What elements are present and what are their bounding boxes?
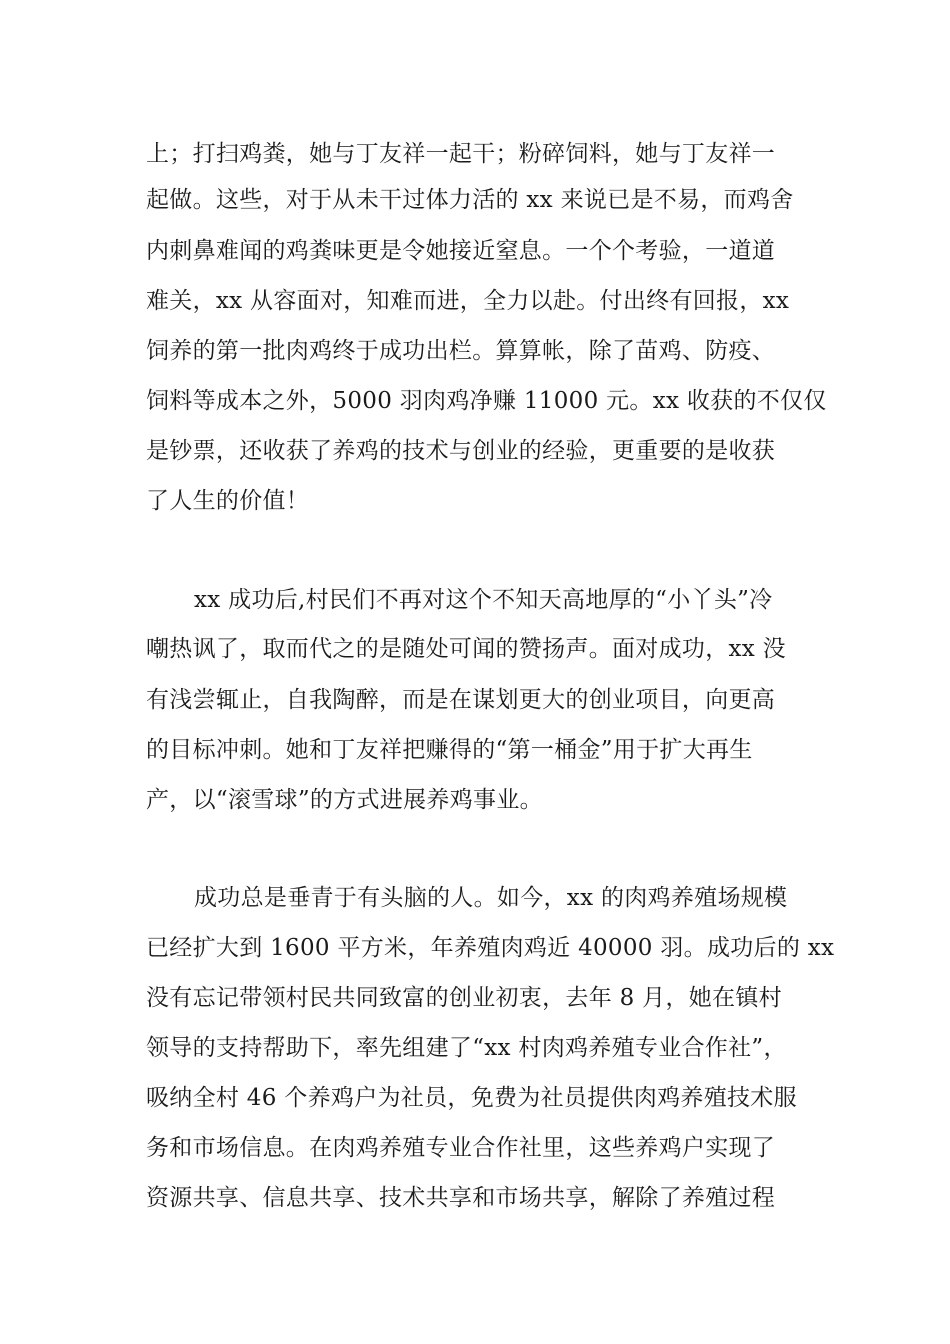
paragraph-1-line-2: 起做。这些，对于从未干过体力活的 xx 来说已是不易，而鸡舍 [146,187,794,213]
paragraph-3-line-3: 没有忘记带领村民共同致富的创业初衷，去年 8 月，她在镇村 [146,985,782,1011]
paragraph-1-line-4: 难关，xx 从容面对，知难而进，全力以赴。付出终有回报，xx [146,288,790,314]
paragraph-1-line-5: 饲养的第一批肉鸡终于成功出栏。算算帐，除了苗鸡、防疫、 [146,338,776,364]
paragraph-2-line-2: 嘲热讽了，取而代之的是随处可闻的赞扬声。面对成功，xx 没 [146,636,786,662]
paragraph-2-line-5: 产，以“滚雪球”的方式进展养鸡事业。 [146,787,543,813]
paragraph-3-line-5: 吸纳全村 46 个养鸡户为社员，免费为社员提供肉鸡养殖技术服 [146,1085,797,1111]
paragraph-1-line-8: 了人生的价值！ [146,488,310,514]
paragraph-3-line-7: 资源共享、信息共享、技术共享和市场共享，解除了养殖过程 [146,1185,776,1211]
paragraph-3-line-6: 务和市场信息。在肉鸡养殖专业合作社里，这些养鸡户实现了 [146,1135,776,1161]
paragraph-1-line-7: 是钞票，还收获了养鸡的技术与创业的经验，更重要的是收获 [146,438,776,464]
paragraph-1-line-6: 饲料等成本之外，5000 羽肉鸡净赚 11000 元。xx 收获的不仅仅 [146,388,827,414]
paragraph-3-line-2: 已经扩大到 1600 平方米，年养殖肉鸡近 40000 羽。成功后的 xx [146,935,835,961]
paragraph-2-line-1: xx 成功后,村民们不再对这个不知天高地厚的“小丫头”冷 [194,587,773,613]
paragraph-3-line-4: 领导的支持帮助下，率先组建了“xx 村肉鸡养殖专业合作社”， [146,1035,787,1061]
paragraph-2-line-4: 的目标冲刺。她和丁友祥把赚得的“第一桶金”用于扩大再生 [146,737,753,763]
paragraph-1-line-3: 内刺鼻难闻的鸡粪味更是令她接近窒息。一个个考验，一道道 [146,238,776,264]
paragraph-2-line-3: 有浅尝辄止，自我陶醉，而是在谋划更大的创业项目，向更高 [146,687,776,713]
paragraph-1-line-1: 上；打扫鸡粪，她与丁友祥一起干；粉碎饲料，她与丁友祥一 [146,141,776,167]
paragraph-3-line-1: 成功总是垂青于有头脑的人。如今，xx 的肉鸡养殖场规模 [194,885,788,911]
